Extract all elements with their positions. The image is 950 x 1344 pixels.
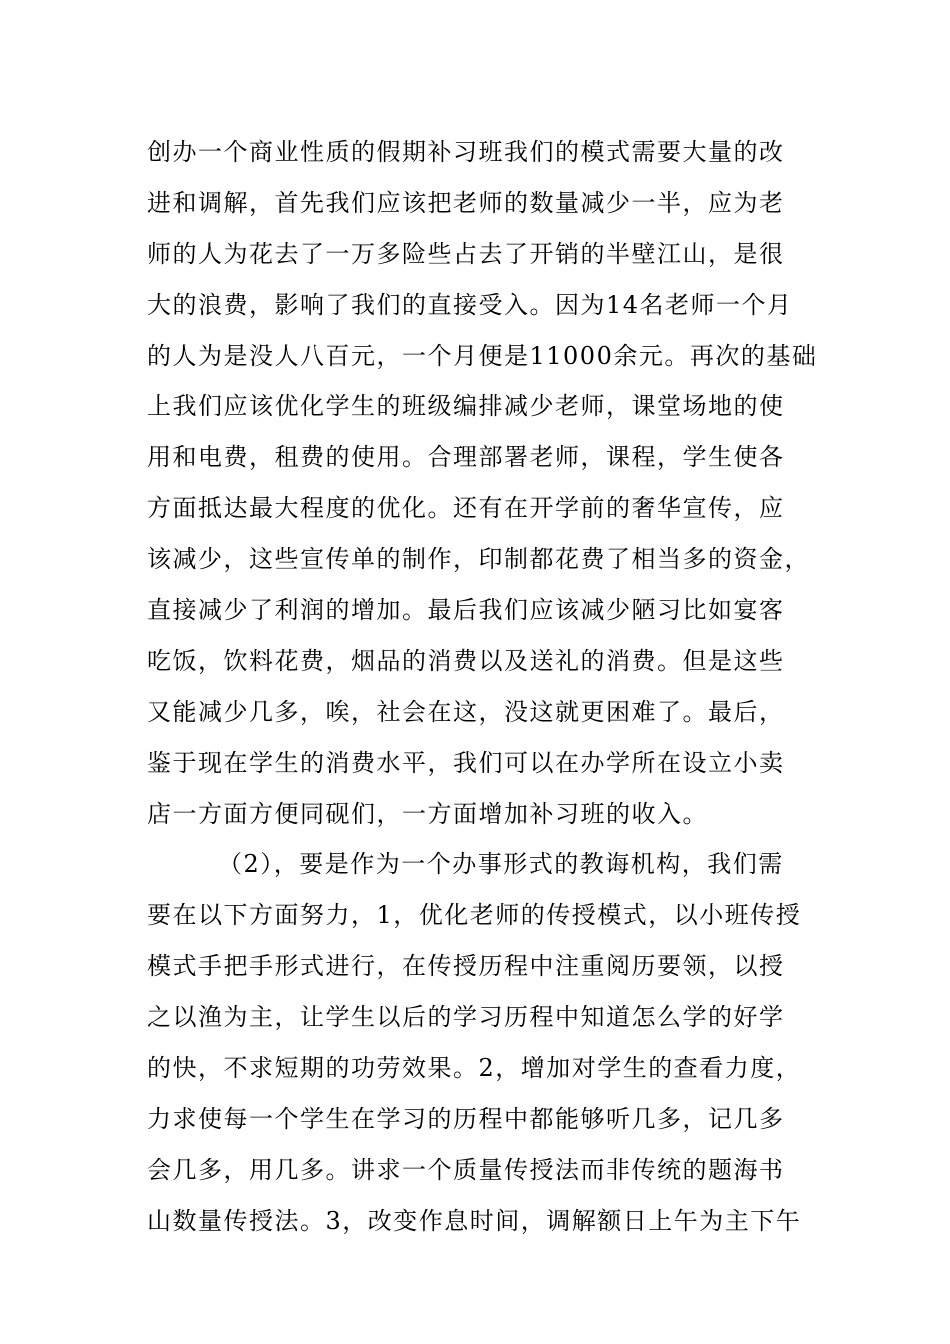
text-line: 方面抵达最大程度的优化。还有在开学前的奢华宣传，应	[147, 494, 785, 523]
text-line: 模式手把手形式进行，在传授历程中注重阅历要领，以授	[147, 952, 785, 981]
text-line: 的快，不求短期的功劳效果。2，增加对学生的查看力度，	[147, 1054, 802, 1083]
text-line: 大的浪费，影响了我们的直接受入。因为14名老师一个月	[147, 290, 793, 319]
text-line: 之以渔为主，让学生以后的学习历程中知道怎么学的好学	[147, 1003, 785, 1032]
text-line: 直接减少了利润的增加。最后我们应该减少陋习比如宴客	[147, 596, 785, 625]
text-line: 要在以下方面努力，1，优化老师的传授模式，以小班传授	[147, 901, 802, 930]
text-line: 力求使每一个学生在学习的历程中都能够听几多，记几多	[147, 1104, 785, 1133]
text-line: 的人为是没人八百元，一个月便是11000余元。再次的基础	[147, 341, 818, 370]
text-line: 上我们应该优化学生的班级编排减少老师，课堂场地的使	[147, 392, 785, 421]
text-line: 又能减少几多，唉，社会在这，没这就更困难了。最后，	[147, 697, 785, 726]
text-line: 进和调解，首先我们应该把老师的数量减少一半，应为老	[147, 188, 785, 217]
text-line: 用和电费，租费的使用。合理部署老师，课程，学生使各	[147, 443, 785, 472]
text-line: 吃饭，饮料花费，烟品的消费以及送礼的消费。但是这些	[147, 646, 785, 675]
body-text	[147, 127, 818, 1247]
text-line: 山数量传授法。3，改变作息时间，调解额日上午为主下午	[147, 1206, 802, 1235]
text-line: 会几多，用几多。讲求一个质量传授法而非传统的题海书	[147, 1155, 785, 1184]
paragraph-start-line: （2），要是作为一个办事形式的教诲机构，我们需	[218, 850, 784, 879]
text-line: 鉴于现在学生的消费水平，我们可以在办学所在设立小卖	[147, 748, 785, 777]
text-line: 创办一个商业性质的假期补习班我们的模式需要大量的改	[147, 138, 785, 166]
text-line: 师的人为花去了一万多险些占去了开销的半壁江山，是很	[147, 239, 785, 268]
text-line: 店一方面方便同砚们，一方面增加补习班的收入。	[147, 799, 708, 828]
text-line: 该减少，这些宣传单的制作，印制都花费了相当多的资金，	[147, 545, 810, 574]
